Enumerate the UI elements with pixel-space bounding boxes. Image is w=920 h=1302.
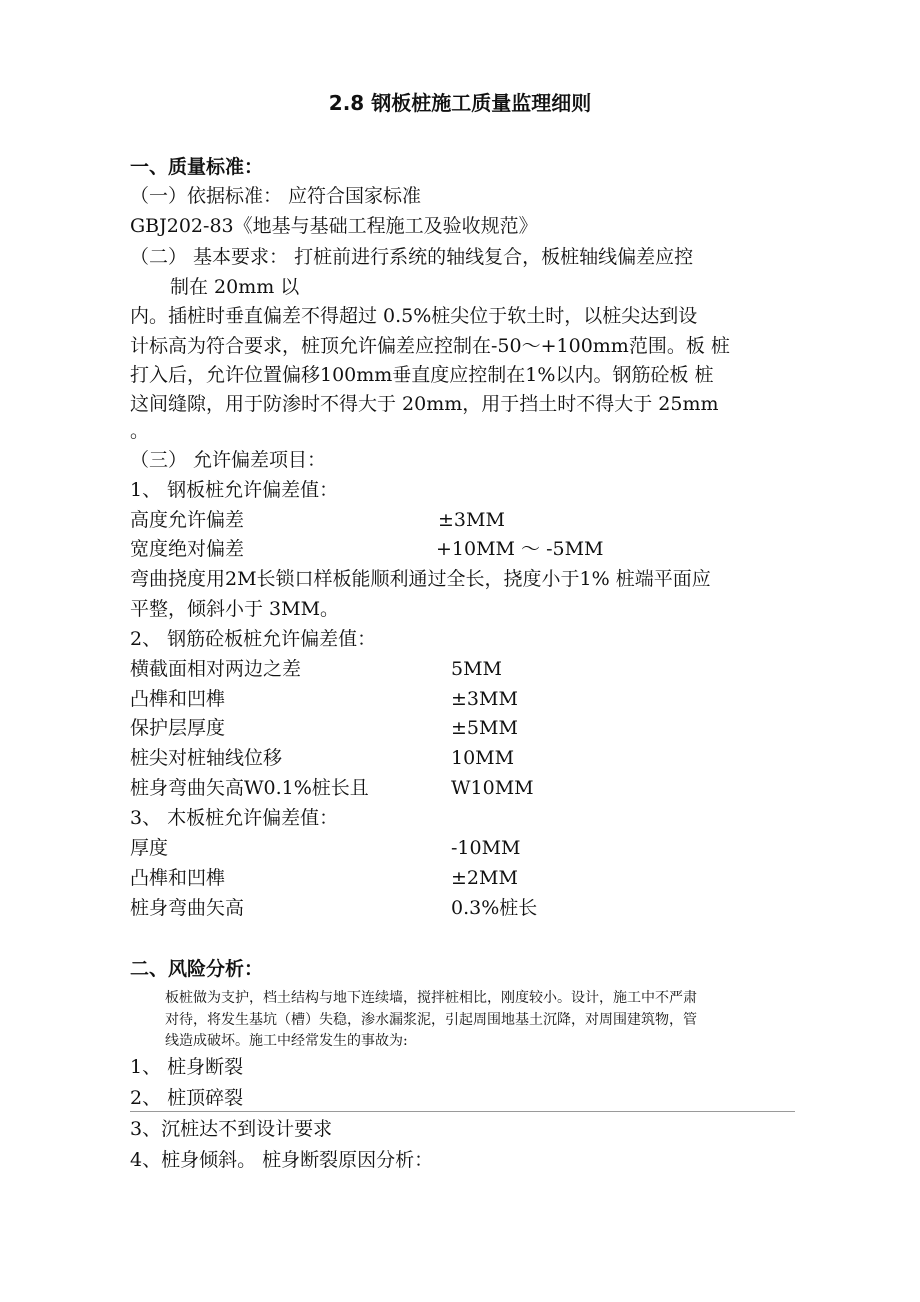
paragraph: （一）依据标准： 应符合国家标准 [130, 185, 422, 207]
row-value: 10MM [451, 747, 515, 769]
paragraph: 内。插桩时垂直偏差不得超过 0.5%桩尖位于软土时，以桩尖达到设 [130, 305, 698, 327]
row-label: 桩身弯曲矢高W0.1%桩长且 [130, 777, 369, 799]
subheading-allowable-deviations: （三） 允许偏差项目： [130, 449, 327, 471]
row-value: +10MM ～ -5MM [436, 538, 604, 560]
paragraph: GBJ202-83《地基与基础工程施工及验收规范》 [130, 215, 538, 237]
paragraph: 制在 20mm 以 [170, 276, 300, 298]
group-heading-rc-sheet-pile: 2、 钢筋砼板桩允许偏差值： [130, 628, 377, 650]
paragraph: 弯曲挠度用2M长锁口样板能顺利通过全长，挠度小于1% 桩端平面应 [130, 568, 711, 590]
list-item: 3、沉桩达不到设计要求 [130, 1118, 333, 1140]
paragraph: 板桩做为支护，档土结构与地下连续墙，搅拌桩相比，刚度较小。设计，施工中不严肃 [165, 990, 697, 1006]
row-label: 桩尖对桩轴线位移 [130, 747, 283, 769]
row-value: ±2MM [451, 867, 518, 889]
paragraph: 线造成破坏。施工中经常发生的事故为: [165, 1033, 408, 1049]
paragraph: 平整，倾斜小于 3MM。 [130, 598, 340, 620]
group-heading-steel-sheet-pile: 1、 钢板桩允许偏差值： [130, 479, 339, 501]
paragraph: （二） 基本要求： 打桩前进行系统的轴线复合，板桩轴线偏差应控 [130, 246, 694, 268]
row-value: 5MM [451, 658, 502, 680]
list-item: 1、 桩身断裂 [130, 1056, 244, 1078]
row-label: 横截面相对两边之差 [130, 658, 302, 680]
row-label: 宽度绝对偏差 [130, 538, 245, 560]
paragraph: 打入后，允许位置偏移100mm垂直度应控制在1%以内。钢筋砼板 桩 [130, 364, 714, 386]
row-value: -10MM [451, 837, 521, 859]
group-heading-timber-sheet-pile: 3、 木板桩允许偏差值： [130, 807, 339, 829]
paragraph: 计标高为符合要求，桩顶允许偏差应控制在-50～+100mm范围。板 桩 [130, 335, 730, 357]
row-label: 凸榫和凹榫 [130, 688, 226, 710]
row-value: 0.3%桩长 [451, 897, 538, 919]
list-item: 4、桩身倾斜。 桩身断裂原因分析： [130, 1149, 434, 1171]
row-label: 桩身弯曲矢高 [130, 897, 245, 919]
paragraph: 这间缝隙，用于防渗时不得大于 20mm，用于挡土时不得大于 25mm [130, 393, 719, 415]
paragraph: 对待，将发生基坑（槽）失稳，渗水漏浆泥，引起周围地基土沉降，对周围建筑物，管 [165, 1012, 697, 1028]
row-label: 高度允许偏差 [130, 509, 245, 531]
row-label: 厚度 [130, 837, 169, 859]
row-label: 凸榫和凹榫 [130, 867, 226, 889]
row-value: ±3MM [438, 509, 505, 531]
page-title: 2.8 钢板桩施工质量监理细则 [328, 91, 592, 115]
row-label: 保护层厚度 [130, 717, 226, 739]
section-heading-quality-standards: 一、质量标准： [130, 156, 264, 178]
paragraph: 。 [130, 420, 150, 442]
row-value: ±5MM [451, 717, 518, 739]
row-value: W10MM [451, 777, 534, 799]
row-value: ±3MM [451, 688, 518, 710]
section-heading-risk-analysis: 二、风险分析： [130, 958, 264, 980]
list-item: 2、 桩顶碎裂 [130, 1087, 244, 1109]
divider [130, 1111, 795, 1112]
